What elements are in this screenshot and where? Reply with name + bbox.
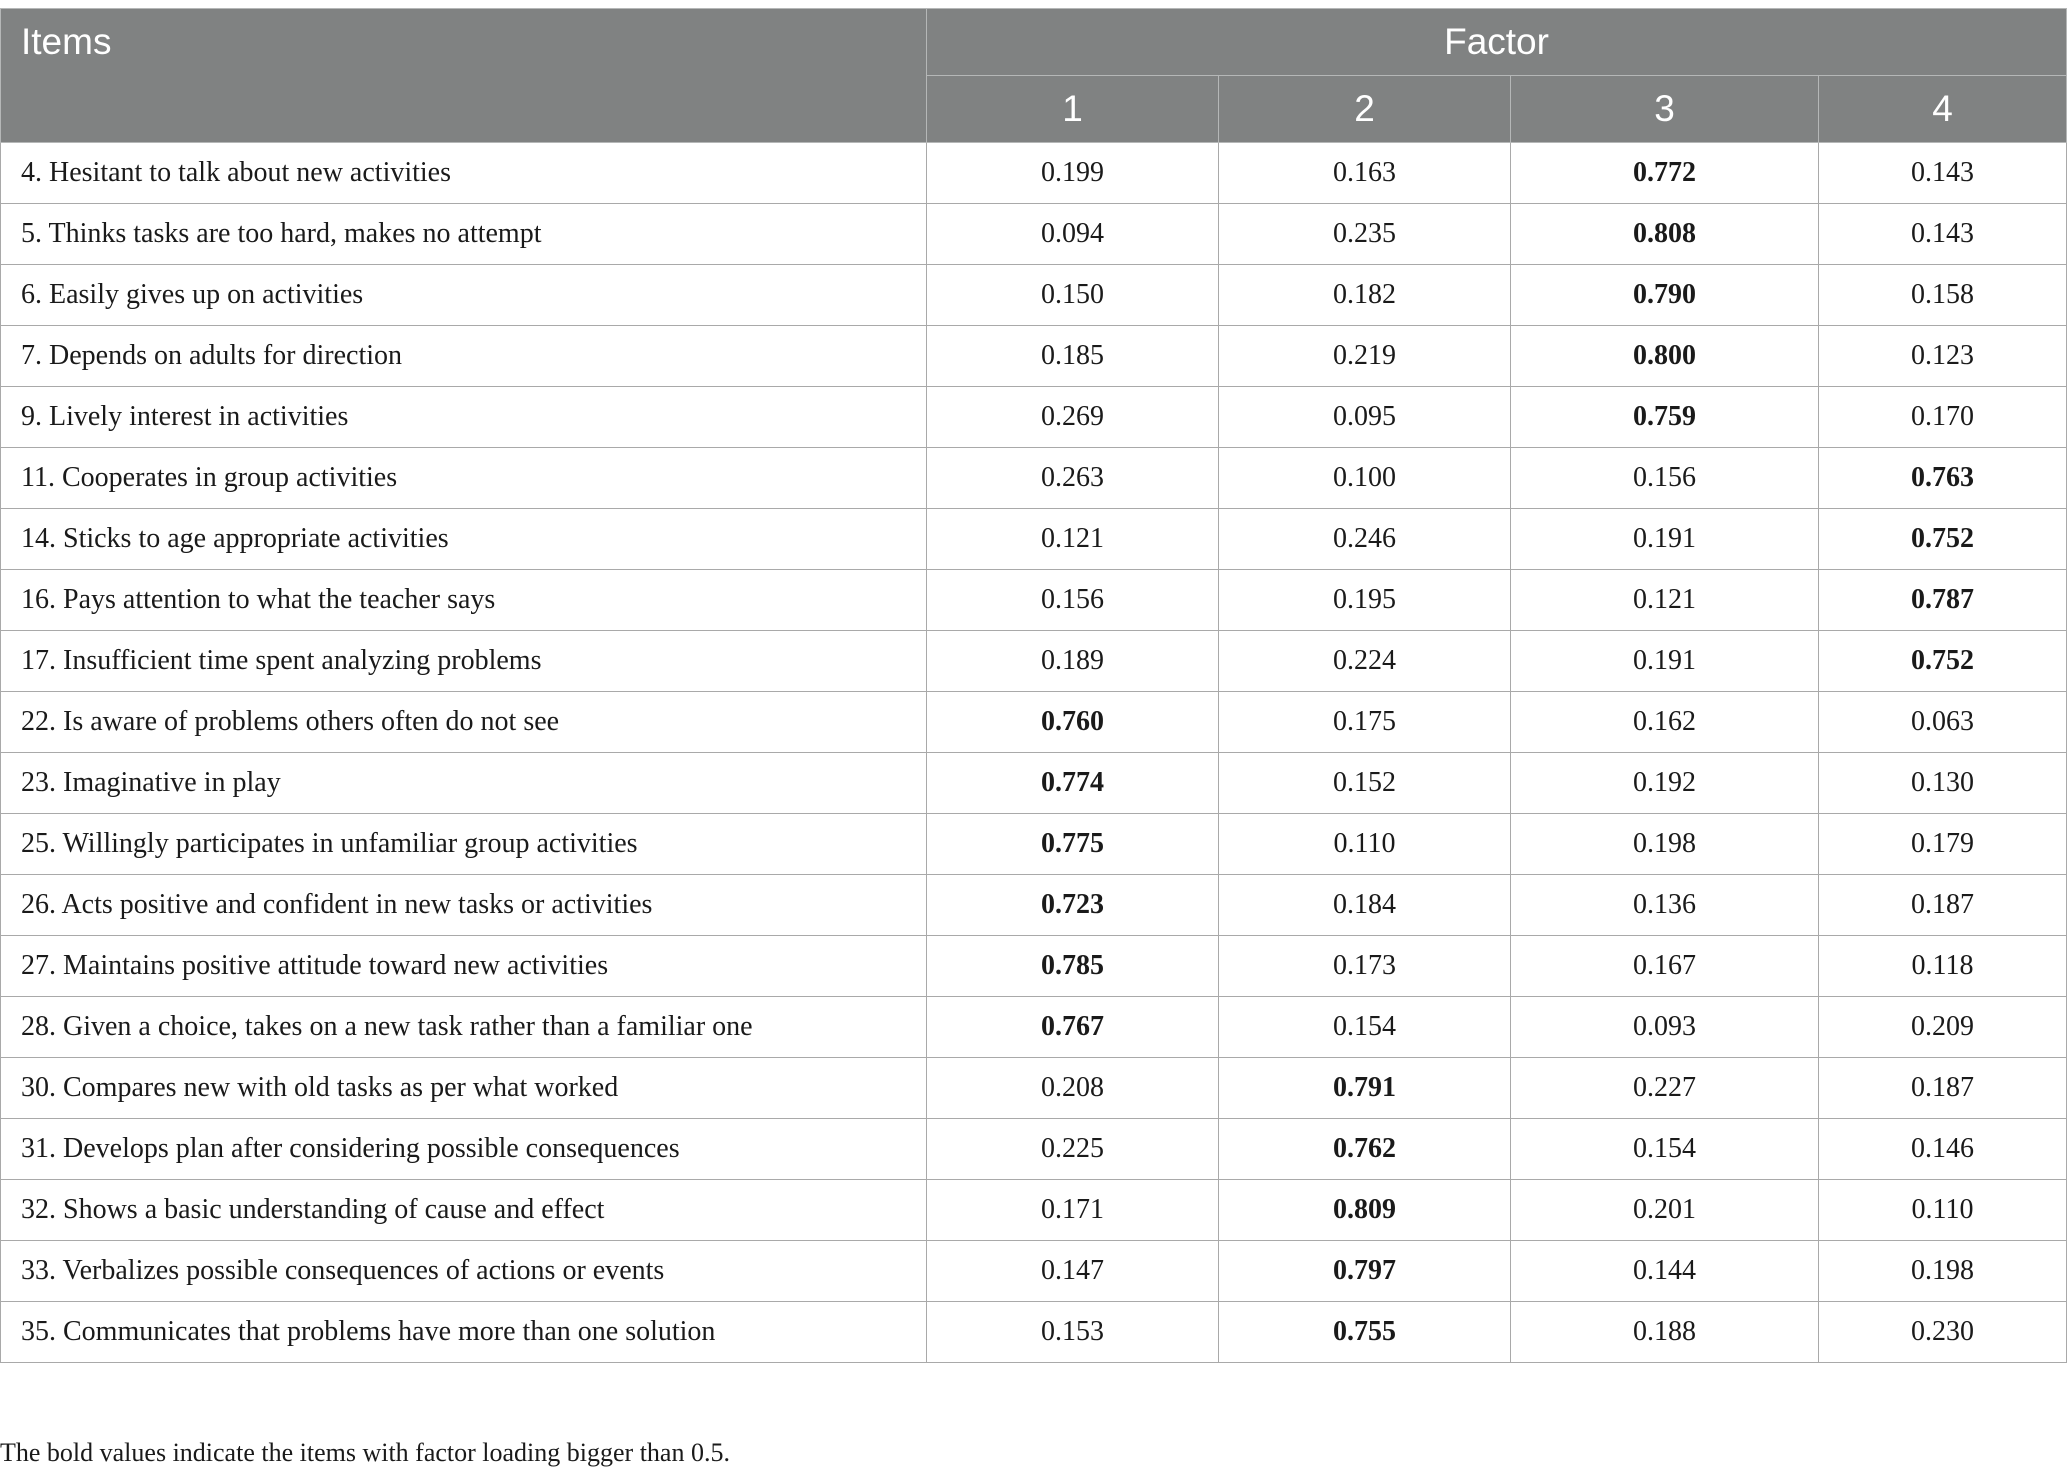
factor-loading-cell: 0.269 — [927, 387, 1219, 448]
factor-column-header: 1 — [927, 76, 1219, 143]
factor-loading-cell: 0.136 — [1511, 875, 1819, 936]
factor-loading-cell: 0.171 — [927, 1180, 1219, 1241]
table-row — [1, 753, 2067, 814]
factor-loading-cell: 0.118 — [1819, 936, 2067, 997]
factor-loading-cell: 0.208 — [927, 1058, 1219, 1119]
item-label: 22. Is aware of problems others often do not see — [1, 692, 927, 753]
factor-loading-cell: 0.809 — [1219, 1180, 1511, 1241]
factor-loading-cell: 0.800 — [1511, 326, 1819, 387]
items-column-header: Items — [1, 9, 927, 143]
factor-loading-cell: 0.094 — [927, 204, 1219, 265]
factor-loading-cell: 0.158 — [1819, 265, 2067, 326]
table-row — [1, 143, 2067, 204]
factor-loading-cell: 0.147 — [927, 1241, 1219, 1302]
factor-loading-cell: 0.152 — [1219, 753, 1511, 814]
factor-loading-cell: 0.224 — [1219, 631, 1511, 692]
factor-loading-cell: 0.787 — [1819, 570, 2067, 631]
item-label: 6. Easily gives up on activities — [1, 265, 927, 326]
factor-loading-cell: 0.187 — [1819, 875, 2067, 936]
item-label: 11. Cooperates in group activities — [1, 448, 927, 509]
item-label: 14. Sticks to age appropriate activities — [1, 509, 927, 570]
factor-loading-cell: 0.225 — [927, 1119, 1219, 1180]
table-footnote: The bold values indicate the items with factor loading bigger than 0.5. — [0, 1438, 730, 1467]
factor-loading-cell: 0.154 — [1219, 997, 1511, 1058]
factor-loading-cell: 0.760 — [927, 692, 1219, 753]
factor-loading-cell: 0.170 — [1819, 387, 2067, 448]
item-label: 28. Given a choice, takes on a new task rather than a familiar one — [1, 997, 927, 1058]
factor-loading-cell: 0.195 — [1219, 570, 1511, 631]
factor-loading-cell: 0.762 — [1219, 1119, 1511, 1180]
factor-loading-cell: 0.156 — [927, 570, 1219, 631]
item-label: 16. Pays attention to what the teacher says — [1, 570, 927, 631]
table-row — [1, 1058, 2067, 1119]
factor-loading-cell: 0.110 — [1819, 1180, 2067, 1241]
factor-loading-cell: 0.755 — [1219, 1302, 1511, 1363]
factor-loading-cell: 0.775 — [927, 814, 1219, 875]
factor-loading-cell: 0.144 — [1511, 1241, 1819, 1302]
table-row — [1, 1180, 2067, 1241]
factor-loading-cell: 0.759 — [1511, 387, 1819, 448]
factor-loading-cell: 0.209 — [1819, 997, 2067, 1058]
item-label: 27. Maintains positive attitude toward new activities — [1, 936, 927, 997]
item-label: 32. Shows a basic understanding of cause and effect — [1, 1180, 927, 1241]
item-label: 35. Communicates that problems have more than one solution — [1, 1302, 927, 1363]
factor-loading-cell: 0.100 — [1219, 448, 1511, 509]
table-row — [1, 265, 2067, 326]
factor-loading-cell: 0.121 — [927, 509, 1219, 570]
item-label: 4. Hesitant to talk about new activities — [1, 143, 927, 204]
item-label: 33. Verbalizes possible consequences of actions or events — [1, 1241, 927, 1302]
factor-loading-cell: 0.163 — [1219, 143, 1511, 204]
factor-loading-cell: 0.201 — [1511, 1180, 1819, 1241]
factor-loading-cell: 0.774 — [927, 753, 1219, 814]
factor-loading-cell: 0.143 — [1819, 204, 2067, 265]
factor-loading-cell: 0.150 — [927, 265, 1219, 326]
factor-loading-cell: 0.182 — [1219, 265, 1511, 326]
factor-loading-cell: 0.185 — [927, 326, 1219, 387]
factor-loading-cell: 0.752 — [1819, 631, 2067, 692]
factor-loading-cell: 0.095 — [1219, 387, 1511, 448]
factor-loading-cell: 0.785 — [927, 936, 1219, 997]
item-label: 17. Insufficient time spent analyzing problems — [1, 631, 927, 692]
factor-loading-cell: 0.198 — [1819, 1241, 2067, 1302]
factor-group-header: Factor — [927, 9, 2067, 76]
table-row — [1, 814, 2067, 875]
factor-loading-cell: 0.187 — [1819, 1058, 2067, 1119]
factor-loading-cell: 0.263 — [927, 448, 1219, 509]
table-row — [1, 875, 2067, 936]
factor-loading-cell: 0.797 — [1219, 1241, 1511, 1302]
table-row — [1, 326, 2067, 387]
table-row — [1, 570, 2067, 631]
table-row — [1, 631, 2067, 692]
factor-loading-cell: 0.230 — [1819, 1302, 2067, 1363]
factor-loading-cell: 0.808 — [1511, 204, 1819, 265]
factor-loading-cell: 0.153 — [927, 1302, 1219, 1363]
item-label: 23. Imaginative in play — [1, 753, 927, 814]
table-row — [1, 1241, 2067, 1302]
factor-loading-cell: 0.189 — [927, 631, 1219, 692]
factor-loading-cell: 0.175 — [1219, 692, 1511, 753]
factor-loading-cell: 0.063 — [1819, 692, 2067, 753]
factor-column-header: 3 — [1511, 76, 1819, 143]
factor-loading-cell: 0.093 — [1511, 997, 1819, 1058]
table-row — [1, 1302, 2067, 1363]
table-header — [1, 9, 2067, 143]
table-body — [1, 143, 2067, 1363]
factor-loading-cell: 0.130 — [1819, 753, 2067, 814]
table-row — [1, 997, 2067, 1058]
factor-loading-cell: 0.110 — [1219, 814, 1511, 875]
factor-loading-cell: 0.219 — [1219, 326, 1511, 387]
factor-column-header: 4 — [1819, 76, 2067, 143]
factor-loading-cell: 0.199 — [927, 143, 1219, 204]
factor-loading-cell: 0.752 — [1819, 509, 2067, 570]
table-row — [1, 509, 2067, 570]
factor-loading-table — [0, 8, 2067, 1363]
item-label: 25. Willingly participates in unfamiliar group activities — [1, 814, 927, 875]
factor-loading-cell: 0.198 — [1511, 814, 1819, 875]
factor-loading-cell: 0.246 — [1219, 509, 1511, 570]
item-label: 7. Depends on adults for direction — [1, 326, 927, 387]
factor-loading-cell: 0.763 — [1819, 448, 2067, 509]
factor-loading-cell: 0.184 — [1219, 875, 1511, 936]
factor-loading-cell: 0.179 — [1819, 814, 2067, 875]
factor-loading-cell: 0.772 — [1511, 143, 1819, 204]
table-row — [1, 448, 2067, 509]
table-row — [1, 692, 2067, 753]
table-row — [1, 387, 2067, 448]
factor-loading-cell: 0.790 — [1511, 265, 1819, 326]
table-row — [1, 936, 2067, 997]
factor-loading-cell: 0.235 — [1219, 204, 1511, 265]
factor-loading-cell: 0.227 — [1511, 1058, 1819, 1119]
item-label: 31. Develops plan after considering possible consequences — [1, 1119, 927, 1180]
factor-loading-cell: 0.156 — [1511, 448, 1819, 509]
factor-loading-cell: 0.143 — [1819, 143, 2067, 204]
factor-loading-cell: 0.191 — [1511, 631, 1819, 692]
factor-loading-cell: 0.191 — [1511, 509, 1819, 570]
factor-loading-cell: 0.192 — [1511, 753, 1819, 814]
factor-loading-cell: 0.173 — [1219, 936, 1511, 997]
item-label: 30. Compares new with old tasks as per what worked — [1, 1058, 927, 1119]
factor-loading-cell: 0.146 — [1819, 1119, 2067, 1180]
factor-loading-cell: 0.723 — [927, 875, 1219, 936]
item-label: 9. Lively interest in activities — [1, 387, 927, 448]
factor-loading-cell: 0.121 — [1511, 570, 1819, 631]
factor-loading-cell: 0.167 — [1511, 936, 1819, 997]
table-row — [1, 204, 2067, 265]
factor-loading-cell: 0.791 — [1219, 1058, 1511, 1119]
factor-loading-cell: 0.188 — [1511, 1302, 1819, 1363]
table-row — [1, 1119, 2067, 1180]
factor-column-header: 2 — [1219, 76, 1511, 143]
factor-loading-cell: 0.162 — [1511, 692, 1819, 753]
factor-loading-cell: 0.123 — [1819, 326, 2067, 387]
item-label: 26. Acts positive and confident in new tasks or activities — [1, 875, 927, 936]
item-label: 5. Thinks tasks are too hard, makes no attempt — [1, 204, 927, 265]
factor-loading-cell: 0.154 — [1511, 1119, 1819, 1180]
factor-loading-cell: 0.767 — [927, 997, 1219, 1058]
